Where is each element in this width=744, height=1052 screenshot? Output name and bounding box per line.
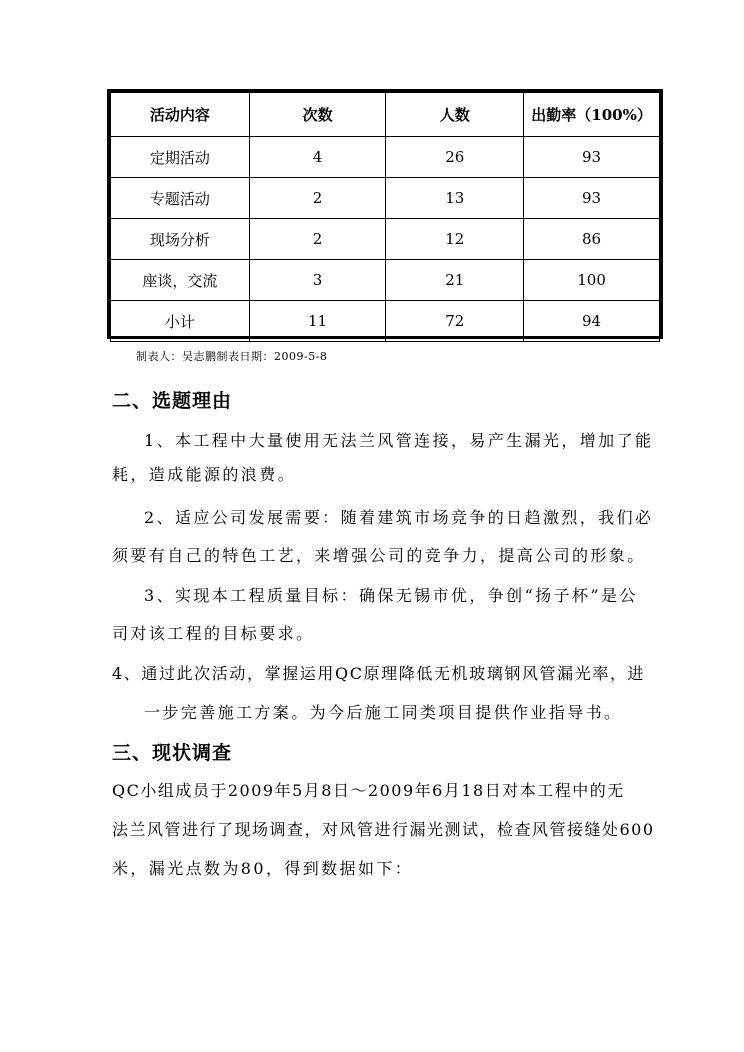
paragraph-line: 一步完善施工方案。为今后施工同类项目提供作业指导书。	[144, 703, 623, 722]
table-cell: 11	[249, 301, 386, 342]
table-cell: 座谈，交流	[111, 260, 250, 301]
table-row	[111, 137, 660, 178]
table-cell: 100	[524, 260, 660, 301]
paragraph-line: 3、实现本工程质量目标：确保无锡市优，争创“扬子杯”是公	[144, 586, 638, 605]
paragraph-line: 4、通过此次活动，掌握运用QC原理降低无机玻璃钢风管漏光率，进	[112, 664, 646, 683]
table-cell: 94	[524, 301, 660, 342]
table-row	[111, 178, 660, 219]
table-row	[111, 301, 660, 342]
table-cell: 专题活动	[111, 178, 250, 219]
header-cell: 活动内容	[111, 93, 250, 137]
paragraph-line: 须要有自己的特色工艺，来增强公司的竞争力，提高公司的形象。	[112, 546, 646, 565]
table-cell: 93	[524, 137, 660, 178]
table-caption: 制表人：吴志鹏制表日期：2009-5-8	[136, 350, 328, 363]
table-cell: 86	[524, 219, 660, 260]
paragraph-line: 2、适应公司发展需要：随着建筑市场竞争的日趋激烈，我们必	[144, 508, 654, 527]
table-cell: 13	[386, 178, 524, 219]
table-cell: 72	[386, 301, 524, 342]
table-row	[111, 260, 660, 301]
table-cell: 定期活动	[111, 137, 250, 178]
header-cell: 人数	[386, 93, 524, 137]
table-cell: 现场分析	[111, 219, 250, 260]
paragraph-line: 米，漏光点数为80，得到数据如下：	[112, 859, 414, 878]
section-heading-reasons: 二、选题理由	[112, 390, 233, 412]
table-header-row	[111, 93, 660, 137]
table-cell: 12	[386, 219, 524, 260]
header-cell: 次数	[249, 93, 386, 137]
table-cell: 2	[249, 219, 386, 260]
paragraph-line: 耗，造成能源的浪费。	[112, 465, 297, 484]
paragraph-line: 司对该工程的目标要求。	[112, 624, 315, 643]
table-cell: 21	[386, 260, 524, 301]
table-cell: 小计	[111, 301, 250, 342]
table-cell: 93	[524, 178, 660, 219]
paragraph-line: 法兰风管进行了现场调查，对风管进行漏光测试，检查风管接缝处600	[112, 820, 655, 839]
table-cell: 3	[249, 260, 386, 301]
activity-table	[107, 89, 663, 339]
header-cell: 出勤率（100%）	[524, 93, 660, 137]
section-heading-survey: 三、现状调查	[112, 742, 233, 764]
table-row	[111, 219, 660, 260]
paragraph-line: 1、本工程中大量使用无法兰风管连接，易产生漏光，增加了能	[144, 431, 654, 450]
table-cell: 2	[249, 178, 386, 219]
table-cell: 26	[386, 137, 524, 178]
table-cell: 4	[249, 137, 386, 178]
paragraph-line: QC小组成员于2009年5月8日～2009年6月18日对本工程中的无	[112, 781, 625, 800]
